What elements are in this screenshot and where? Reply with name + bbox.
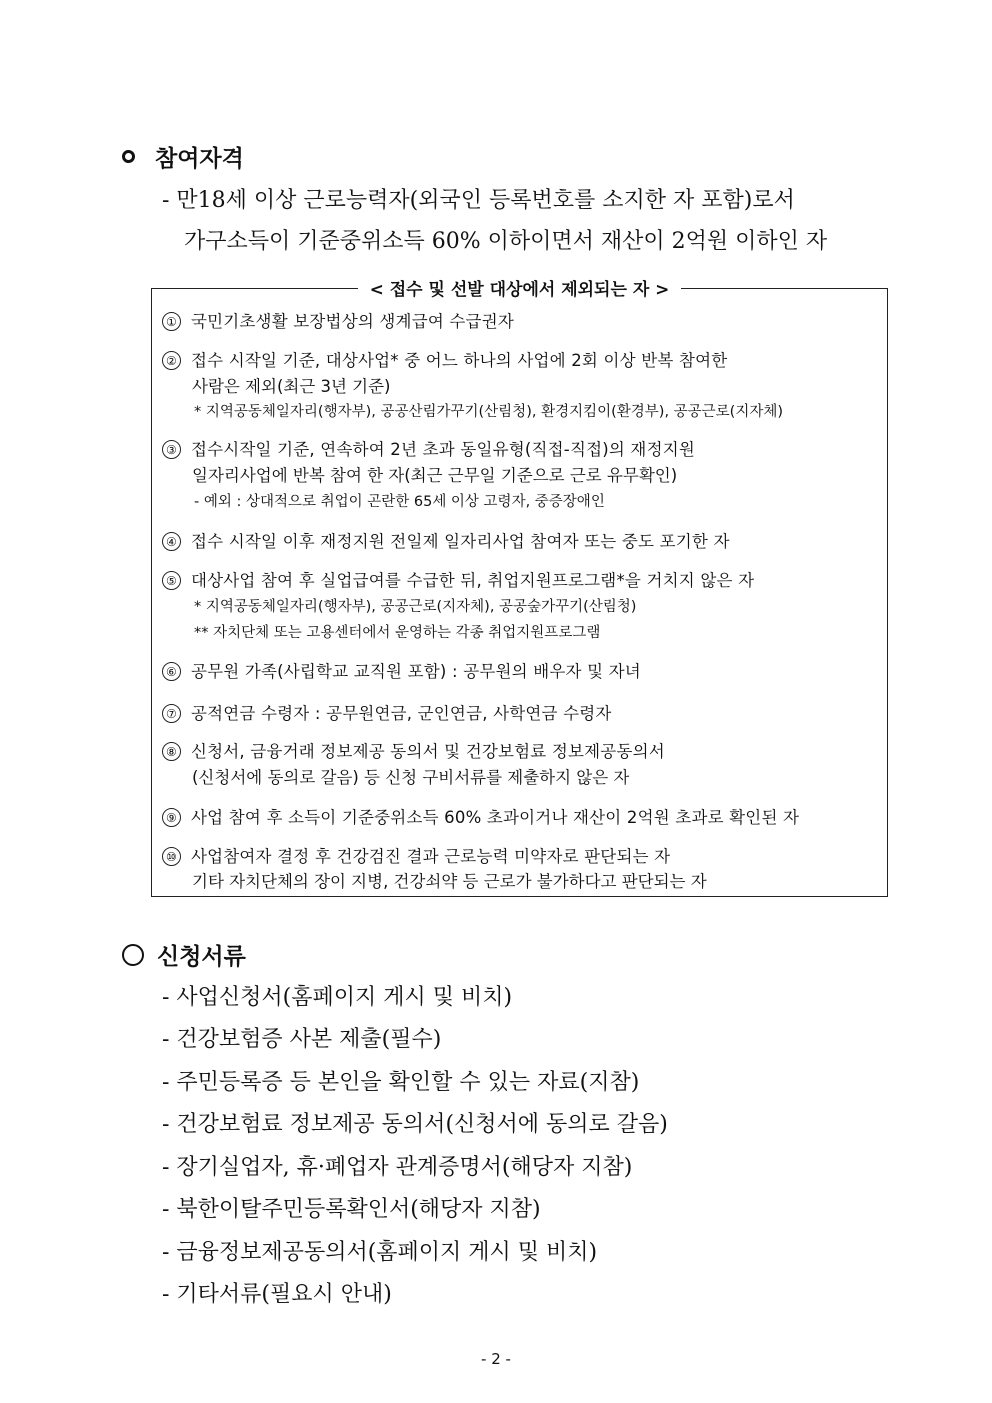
exclusion-item-10: ⑩ 사업참여자 결정 후 건강검진 결과 근로능력 미약자로 판단되는 자 (162, 843, 670, 867)
item-number: ⑥ (162, 662, 181, 681)
documents-heading: 신청서류 (122, 938, 246, 971)
exclusion-item-8: ⑧ 신청서, 금융거래 정보제공 동의서 및 건강보험료 정보제공동의서 (162, 738, 665, 762)
document-item: - 건강보험증 사본 제출(필수) (162, 1027, 442, 1052)
exclusion-item-6: ⑥ 공무원 가족(사립학교 교직원 포함) : 공무원의 배우자 및 자녀 (162, 658, 641, 682)
exclusion-item-5-note-2: ** 자치단체 또는 고용센터에서 운영하는 각종 취업지원프로그램 (194, 625, 601, 641)
document-item: - 기타서류(필요시 안내) (162, 1282, 392, 1307)
exclusion-item-4: ④ 접수 시작일 이후 재정지원 전일제 일자리사업 참여자 또는 중도 포기한 자 (162, 528, 730, 552)
item-number: ⑤ (162, 571, 181, 590)
document-item: - 금융정보제공동의서(홈페이지 게시 및 비치) (162, 1240, 598, 1265)
item-number: ⑨ (162, 808, 181, 827)
eligibility-heading: 참여자격 (122, 140, 244, 173)
item-number: ③ (162, 440, 181, 459)
exclusion-item-1: ① 국민기초생활 보장법상의 생계급여 수급권자 (162, 308, 514, 332)
exclusion-item-3-line-2: 일자리사업에 반복 참여 한 자(최근 근무일 기준으로 근로 유무확인) (192, 466, 678, 485)
exclusion-item-5: ⑤ 대상사업 참여 후 실업급여를 수급한 뒤, 취업지원프로그램*을 거치지 않은 자 (162, 567, 754, 591)
exclusion-item-7: ⑦ 공적연금 수령자 : 공무원연금, 군인연금, 사학연금 수령자 (162, 700, 612, 724)
exclusion-item-3: ③ 접수시작일 기준, 연속하여 2년 초과 동일유형(직접-직접)의 재정지원 (162, 436, 695, 460)
item-number: ② (162, 351, 181, 370)
item-number: ⑧ (162, 742, 181, 761)
circle-bullet-icon (122, 150, 135, 163)
document-item: - 건강보험료 정보제공 동의서(신청서에 동의로 갈음) (162, 1112, 668, 1137)
exclusion-item-2-note: * 지역공동체일자리(행자부), 공공산림가꾸기(산림청), 환경지킴이(환경부), 공공근로(지자체) (194, 404, 784, 420)
item-number: ① (162, 312, 181, 331)
exclusion-item-2-line-2: 사람은 제외(최근 3년 기준) (192, 377, 391, 396)
exclusion-item-5-note-1: * 지역공동체일자리(행자부), 공공근로(지자체), 공공숲가꾸기(산림청) (194, 599, 637, 615)
exclusion-item-2: ② 접수 시작일 기준, 대상사업* 중 어느 하나의 사업에 2회 이상 반복 참여한 (162, 347, 727, 371)
item-number: ⑩ (162, 847, 181, 866)
exclusions-box (151, 280, 888, 897)
page-number: - 2 - (481, 1350, 511, 1368)
exclusion-item-8-line-2: (신청서에 동의로 갈음) 등 신청 구비서류를 제출하지 않은 자 (192, 768, 630, 787)
item-number: ④ (162, 532, 181, 551)
document-item: - 장기실업자, 휴·폐업자 관계증명서(해당자 지참) (162, 1155, 633, 1180)
document-item: - 사업신청서(홈페이지 게시 및 비치) (162, 985, 513, 1010)
exclusion-item-10-line-2: 기타 자치단체의 장이 지병, 건강쇠약 등 근로가 불가하다고 판단되는 자 (192, 872, 707, 891)
exclusions-title: < 접수 및 선발 대상에서 제외되는 자 > (358, 280, 682, 300)
exclusion-item-3-note: - 예외 : 상대적으로 취업이 곤란한 65세 이상 고령자, 중증장애인 (194, 494, 605, 510)
exclusions-title-wrap (152, 275, 887, 300)
eligibility-line-1: - 만18세 이상 근로능력자(외국인 등록번호를 소지한 자 포함)로서 (162, 188, 795, 213)
document-item: - 주민등록증 등 본인을 확인할 수 있는 자료(지참) (162, 1070, 640, 1095)
document-item: - 북한이탈주민등록확인서(해당자 지참) (162, 1197, 541, 1222)
item-number: ⑦ (162, 704, 181, 723)
circle-bullet-icon (122, 944, 144, 966)
eligibility-line-2: 가구소득이 기준중위소득 60% 이하이면서 재산이 2억원 이하인 자 (184, 229, 828, 254)
exclusion-item-9: ⑨ 사업 참여 후 소득이 기준중위소득 60% 초과이거나 재산이 2억원 초과로 확인된 자 (162, 804, 799, 828)
